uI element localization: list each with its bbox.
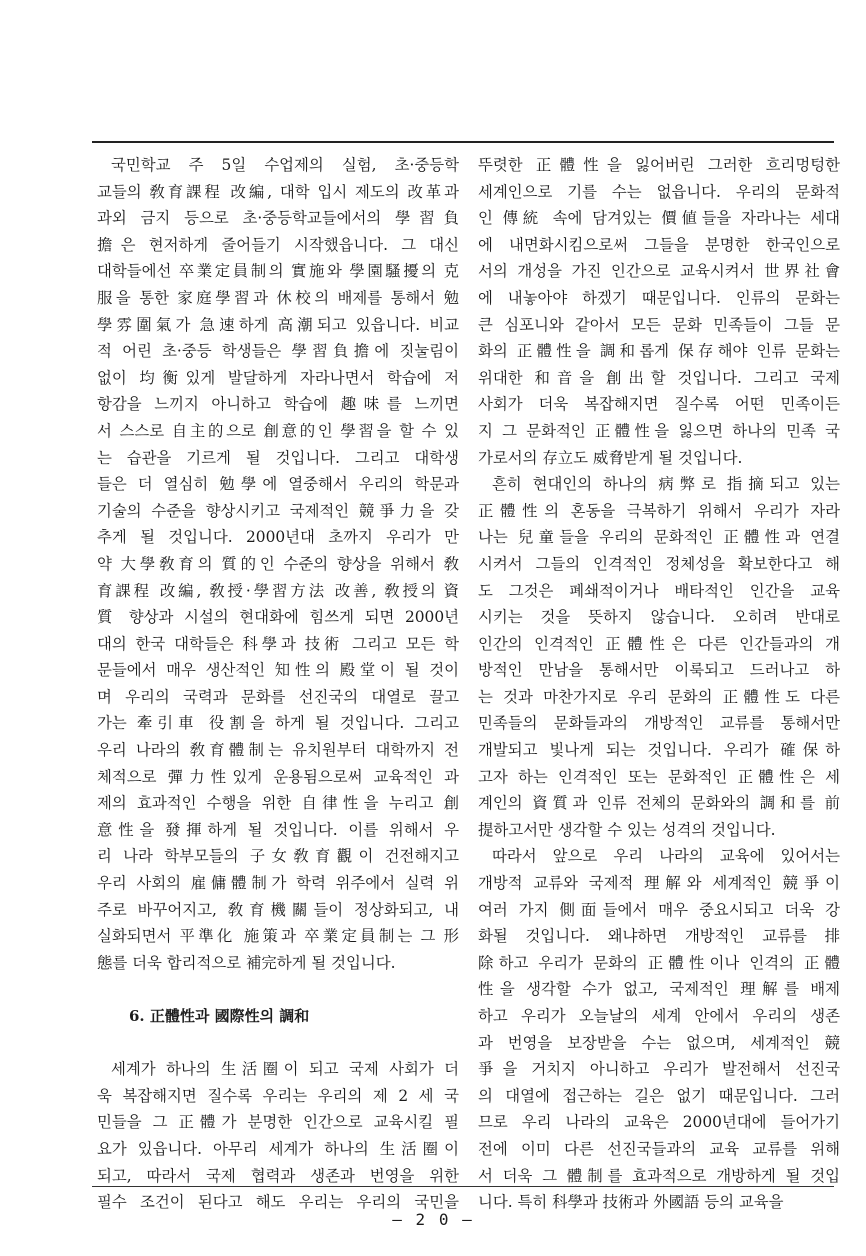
text-line: 사회가 더욱 복잡해지면 질수록 어떤 민족이든 xyxy=(478,395,840,414)
text-line: 들은 더 열심히 勉學에 열중해서 우리의 학문과 xyxy=(97,475,459,494)
text-line: 가로서의 存立도 威脅받게 될 것입니다. xyxy=(478,448,743,467)
text-line: 세계인으로 기를 수는 없읍니다. 우리의 문화적 xyxy=(478,182,840,201)
text-line: 민족들의 문화들과의 개방적인 교류를 통해서만 xyxy=(478,714,840,733)
text-line: 위대한 和音을 創出할 것입니다. 그리고 국제 xyxy=(478,368,840,387)
text-line: 는 습관을 기르게 될 것입니다. 그리고 대학생 xyxy=(97,448,459,467)
text-line: 필수 조건이 된다고 해도 우리는 우리의 국민을 xyxy=(97,1193,459,1212)
page-number: — 2 0 — xyxy=(392,1210,474,1229)
text-line: 가는 牽引車 役割을 하게 될 것입니다. 그리고 xyxy=(97,714,459,733)
text-line: 育課程 改編, 敎授·學習方法 改善, 敎授의 資 xyxy=(97,581,459,600)
text-line: 除하고 우리가 문화의 正體性이나 인격의 正體 xyxy=(478,953,840,972)
text-line: 요가 있읍니다. 아무리 세계가 하나의 生活圈이 xyxy=(97,1139,459,1158)
text-line: 正體性의 혼동을 극복하기 위해서 우리가 자라 xyxy=(478,501,840,520)
text-line: 문들에서 매우 생산적인 知性의 殿堂이 될 것이 xyxy=(97,661,459,680)
text-line: 흔히 현대인의 하나의 病弊로 指摘되고 있는 xyxy=(492,475,840,494)
right-text-column xyxy=(478,152,840,1216)
text-line: 계인의 資質과 인류 전체의 문화와의 調和를 前 xyxy=(478,794,840,813)
text-line: 기술의 수준을 향상시키고 국제적인 競爭力을 갖 xyxy=(97,501,459,520)
text-line: 므로 우리 나라의 교육은 2000년대에 들어가기 xyxy=(478,1113,840,1132)
section-heading: 6. 正體性과 國際性의 調和 xyxy=(129,1007,310,1025)
text-line: 국민학교 주 5일 수업제의 실험, 초·중등학 xyxy=(111,156,459,174)
text-line: 提하고서만 생각할 수 있는 성격의 것입니다. xyxy=(478,820,776,839)
text-line: 意性을 發揮하게 될 것입니다. 이를 위해서 우 xyxy=(97,820,459,839)
text-line: 에 내면화시킴으로써 그들을 분명한 한국인으로 xyxy=(478,235,840,254)
header-rule xyxy=(92,141,834,143)
text-line: 없이 均衡있게 발달하게 자라나면서 학습에 저 xyxy=(97,368,459,387)
text-line: 추게 될 것입니다. 2000년대 초까지 우리가 만 xyxy=(97,528,459,547)
text-line: 방적인 만남을 통해서만 이룩되고 드러나고 하 xyxy=(478,661,840,680)
text-line: 시키는 것을 뜻하지 않습니다. 오히려 반대로 xyxy=(478,608,840,627)
text-line: 質 향상과 시설의 현대화에 힘쓰게 되면 2000년 xyxy=(97,608,459,627)
text-line: 대학들에선 卒業定員制의 實施와 學園騷擾의 克 xyxy=(97,262,459,281)
text-line: 우리 사회의 雇傭體制가 학력 위주에서 실력 위 xyxy=(97,874,459,893)
text-line: 니다. 특히 科學과 技術과 外國語 등의 교육을 xyxy=(478,1193,784,1212)
text-line: 욱 복잡해지면 질수록 우리는 우리의 제 2 세 국 xyxy=(97,1086,459,1105)
left-text-column xyxy=(97,152,459,1216)
text-line: 에 내놓아야 하겠기 때문입니다. 인류의 문화는 xyxy=(478,288,840,307)
text-line: 대의 한국 대학들은 科學과 技術 그리고 모든 학 xyxy=(97,634,459,653)
text-line: 세계가 하나의 生活圈이 되고 국제 사회가 더 xyxy=(111,1060,459,1079)
text-line: 服을 통한 家庭學習과 休校의 배제를 통해서 勉 xyxy=(97,288,459,307)
text-line: 도 그것은 폐쇄적이거나 배타적인 인간을 교육 xyxy=(478,581,840,600)
text-line: 과외 금지 등으로 초·중등학교들에서의 學習負 xyxy=(97,209,459,228)
text-line: 서 스스로 自主的으로 創意的인 學習을 할 수 있 xyxy=(97,421,459,440)
text-line: 전에 이미 다른 선진국들과의 교육 교류를 위해 xyxy=(478,1139,840,1158)
text-line: 따라서 앞으로 우리 나라의 교육에 있어서는 xyxy=(492,847,840,866)
paragraph-gap xyxy=(97,1030,459,1057)
text-line: 서의 개성을 가진 인간으로 교육시켜서 世界社會 xyxy=(478,262,840,281)
text-line: 뚜렷한 正體性을 잃어버린 그러한 흐리멍텅한 xyxy=(478,156,840,174)
footer-rule xyxy=(92,1186,834,1187)
text-line: 개방적 교류와 국제적 理解와 세계적인 競爭이 xyxy=(478,874,840,893)
paragraph-gap xyxy=(97,976,459,1003)
text-line: 되고, 따라서 국제 협력과 생존과 번영을 위한 xyxy=(97,1166,459,1185)
text-line: 실화되면서 平準化 施策과 卒業定員制는 그 形 xyxy=(97,927,459,946)
text-line: 하고 우리가 오늘날의 세계 안에서 우리의 생존 xyxy=(478,1007,840,1025)
text-line: 性을 생각할 수가 없고, 국제적인 理解를 배제 xyxy=(478,980,840,999)
text-line: 항감을 느끼지 아니하고 학습에 趣味를 느끼면 xyxy=(97,395,459,414)
text-line: 체적으로 彈力性있게 운용됨으로써 교육적인 과 xyxy=(97,767,459,786)
text-line: 화될 것입니다. 왜냐하면 개방적인 교류를 排 xyxy=(478,927,840,946)
text-line: 態를 더욱 합리적으로 補完하게 될 것입니다. xyxy=(97,953,396,972)
text-line: 큰 심포니와 같아서 모든 문화 민족들이 그들 문 xyxy=(478,315,840,334)
text-line: 는 것과 마찬가지로 우리 문화의 正體性도 다른 xyxy=(478,687,840,706)
text-line: 나는 兒童들을 우리의 문화적인 正體性과 연결 xyxy=(478,528,840,547)
text-line: 고자 하는 인격적인 또는 문화적인 正體性은 세 xyxy=(478,767,840,786)
text-line: 의 대열에 접근하는 길은 없기 때문입니다. 그러 xyxy=(478,1086,840,1105)
text-line: 리 나라 학부모들의 子女敎育觀이 건전해지고 xyxy=(97,847,459,866)
text-line: 서 더욱 그 體制를 효과적으로 개방하게 될 것입 xyxy=(478,1166,840,1185)
text-line: 화의 正體性을 調和롭게 保存해야 인류 문화는 xyxy=(478,342,840,361)
text-line: 민들을 그 正體가 분명한 인간으로 교육시킬 필 xyxy=(97,1113,459,1132)
text-line: 주로 바꾸어지고, 敎育機關들이 정상화되고, 내 xyxy=(97,900,459,919)
text-line: 擔은 현저하게 줄어들기 시작했읍니다. 그 대신 xyxy=(97,235,459,254)
text-line: 개발되고 빛나게 되는 것입니다. 우리가 確保하 xyxy=(478,741,840,760)
text-line: 지 그 문화적인 正體性을 잃으면 하나의 민족 국 xyxy=(478,421,840,440)
text-line: 인간의 인격적인 正體性은 다른 인간들과의 개 xyxy=(478,634,840,653)
text-line: 여러 가지 側面들에서 매우 중요시되고 더욱 강 xyxy=(478,900,840,919)
text-line: 며 우리의 국력과 문화를 선진국의 대열로 끌고 xyxy=(97,687,459,706)
text-line: 교들의 敎育課程 改編, 대학 입시 제도의 改革과 xyxy=(97,182,459,201)
text-line: 적 어린 초·중등 학생들은 學習負擔에 짓눌림이 xyxy=(97,342,459,361)
text-line: 우리 나라의 敎育體制는 유치원부터 대학까지 전 xyxy=(97,741,459,760)
text-line: 시켜서 그들의 인격적인 정체성을 확보한다고 해 xyxy=(478,554,840,573)
text-line: 제의 효과적인 수행을 위한 自律性을 누리고 創 xyxy=(97,794,459,813)
text-line: 爭을 거치지 아니하고 우리가 발전해서 선진국 xyxy=(478,1060,840,1079)
text-line: 과 번영을 보장받을 수는 없으며, 세계적인 競 xyxy=(478,1033,840,1052)
text-line: 약 大學敎育의 質的인 수준의 향상을 위해서 敎 xyxy=(97,554,459,573)
text-line: 學雰圍氣가 急速하게 高潮되고 있읍니다. 비교 xyxy=(97,315,459,334)
text-line: 인 傳統 속에 담겨있는 價値들을 자라나는 세대 xyxy=(478,209,840,228)
